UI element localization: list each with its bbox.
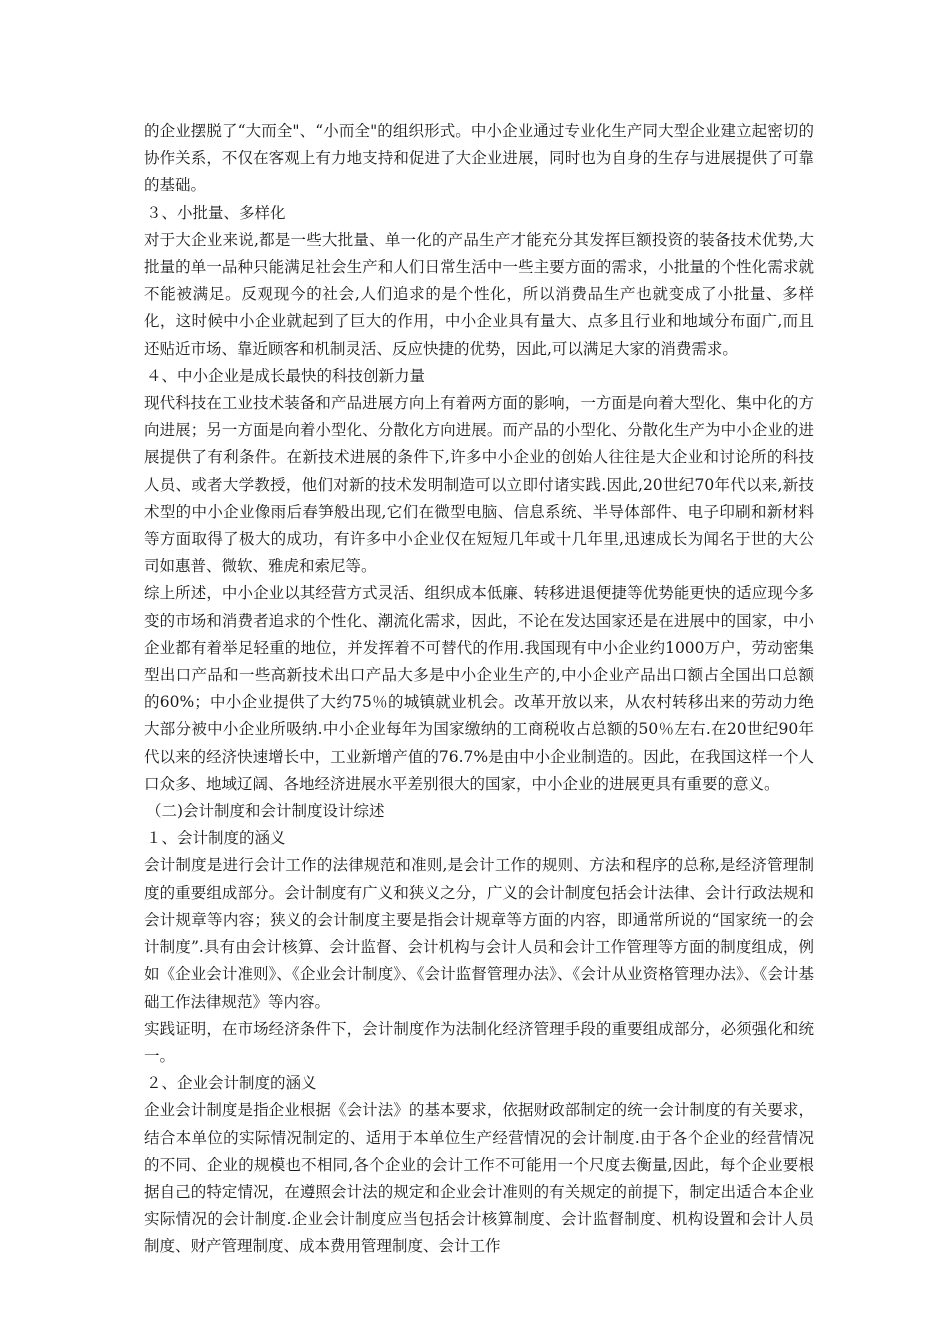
body-paragraph: 综上所述，中小企业以其经营方式灵活、组织成本低廉、转移进退便捷等优势能更快的适应现今多变的市场和消费者追求的个性化、潮流化需求，因此，不论在发达国家还是在进展中的国家，中小企业都有着举足轻重的地位，并发挥着不可替代的作用.我国现有中小企业约1000万户，劳动密集型出口产品和一些高新技术出口产品大多是中小企业生产的,中小企业产品出口额占全国出口总额的60%；中小企业提供了大约75％的城镇就业机会。改革开放以来，从农村转移出来的劳动力绝大部分被中小企业所吸纳.中小企业每年为国家缴纳的工商税收占总额的50％左右.在20世纪90年代以来的经济快速增长中，工业新增产值的76.7%是由中小企业制造的。因此，在我国这样一个人口众多、地域辽阔、各地经济进展水平差别很大的国家，中小企业的进展更具有重要的意义。 <box>144 584 814 793</box>
body-paragraph: 对于大企业来说,都是一些大批量、单一化的产品生产才能充分其发挥巨额投资的装备技术优势,大批量的单一品种只能满足社会生产和人们日常生活中一些主要方面的需求，小批量的个性化需求就不能被满足。反观现今的社会,人们追求的是个性化，所以消费品生产也就变成了小批量、多样化，这时候中小企业就起到了巨大的作用，中小企业具有量大、点多且行业和地域分布面广,而且还贴近市场、靠近顾客和机制灵活、反应快捷的优势，因此,可以满足大家的消费需求。 <box>144 230 814 358</box>
section-heading: （二)会计制度和会计制度设计综述 <box>146 802 385 821</box>
body-paragraph: 现代科技在工业技术装备和产品进展方向上有着两方面的影响，一方面是向着大型化、集中化的方向进展；另一方面是向着小型化、分散化方向进展。而产品的小型化、分散化生产为中小企业的进展提供了有利条件。在新技术进展的条件下,许多中小企业的创始人往往是大企业和讨论所的科技人员、或者大学教授，他们对新的技术发明制造可以立即付诸实践.因此,20世纪70年代以来,新技术型的中小企业像雨后春笋般出现,它们在微型电脑、信息系统、半导体部件、电子印刷和新材料等方面取得了极大的成功，有许多中小企业仅在短短几年或十几年里,迅速成长为闻名于世的大公司如惠普、微软、雅虎和索尼等。 <box>144 394 814 576</box>
body-paragraph: 实践证明，在市场经济条件下，会计制度作为法制化经济管理手段的重要组成部分，必须强化和统一。 <box>144 1019 814 1065</box>
body-paragraph: 企业会计制度是指企业根据《会计法》的基本要求，依据财政部制定的统一会计制度的有关要求，结合本单位的实际情况制定的、适用于本单位生产经营情况的会计制度.由于各个企业的经营情况的不同、企业的规模也不相同,各个企业的会计工作不可能用一个尺度去衡量,因此，每个企业要根据自己的特定情况，在遵照会计法的规定和企业会计准则的有关规定的前提下，制定出适合本企业实际情况的会计制度.企业会计制度应当包括会计核算制度、会计监督制度、机构设置和会计人员制度、财产管理制度、成本费用管理制度、会计工作 <box>144 1101 814 1256</box>
document-page <box>144 118 814 1261</box>
section-heading: ３、小批量、多样化 <box>146 203 286 222</box>
section-heading: １、会计制度的涵义 <box>146 829 286 848</box>
section-heading: ４、中小企业是成长最快的科技创新力量 <box>146 366 426 385</box>
body-paragraph: 会计制度是进行会计工作的法律规范和准则,是会计工作的规则、方法和程序的总称,是经济管理制度的重要组成部分。会计制度有广义和狭义之分，广义的会计制度包括会计法律、会计行政法规和会计规章等内容；狭义的会计制度主要是指会计规章等方面的内容，即通常所说的“国家统一的会计制度”.具有由会计核算、会计监督、会计机构与会计人员和会计工作管理等方面的制度组成，例如《企业会计准则》、《企业会计制度》、《会计监督管理办法》、《会计从业资格管理办法》、《会计基础工作法律规范》等内容。 <box>144 856 814 1011</box>
section-heading: ２、企业会计制度的涵义 <box>146 1074 317 1093</box>
body-paragraph: 的企业摆脱了“大而全"、“小而全"的组织形式。中小企业通过专业化生产同大型企业建立起密切的协作关系，不仅在客观上有力地支持和促进了大企业进展，同时也为自身的生存与进展提供了可靠的基础。 <box>144 122 814 195</box>
